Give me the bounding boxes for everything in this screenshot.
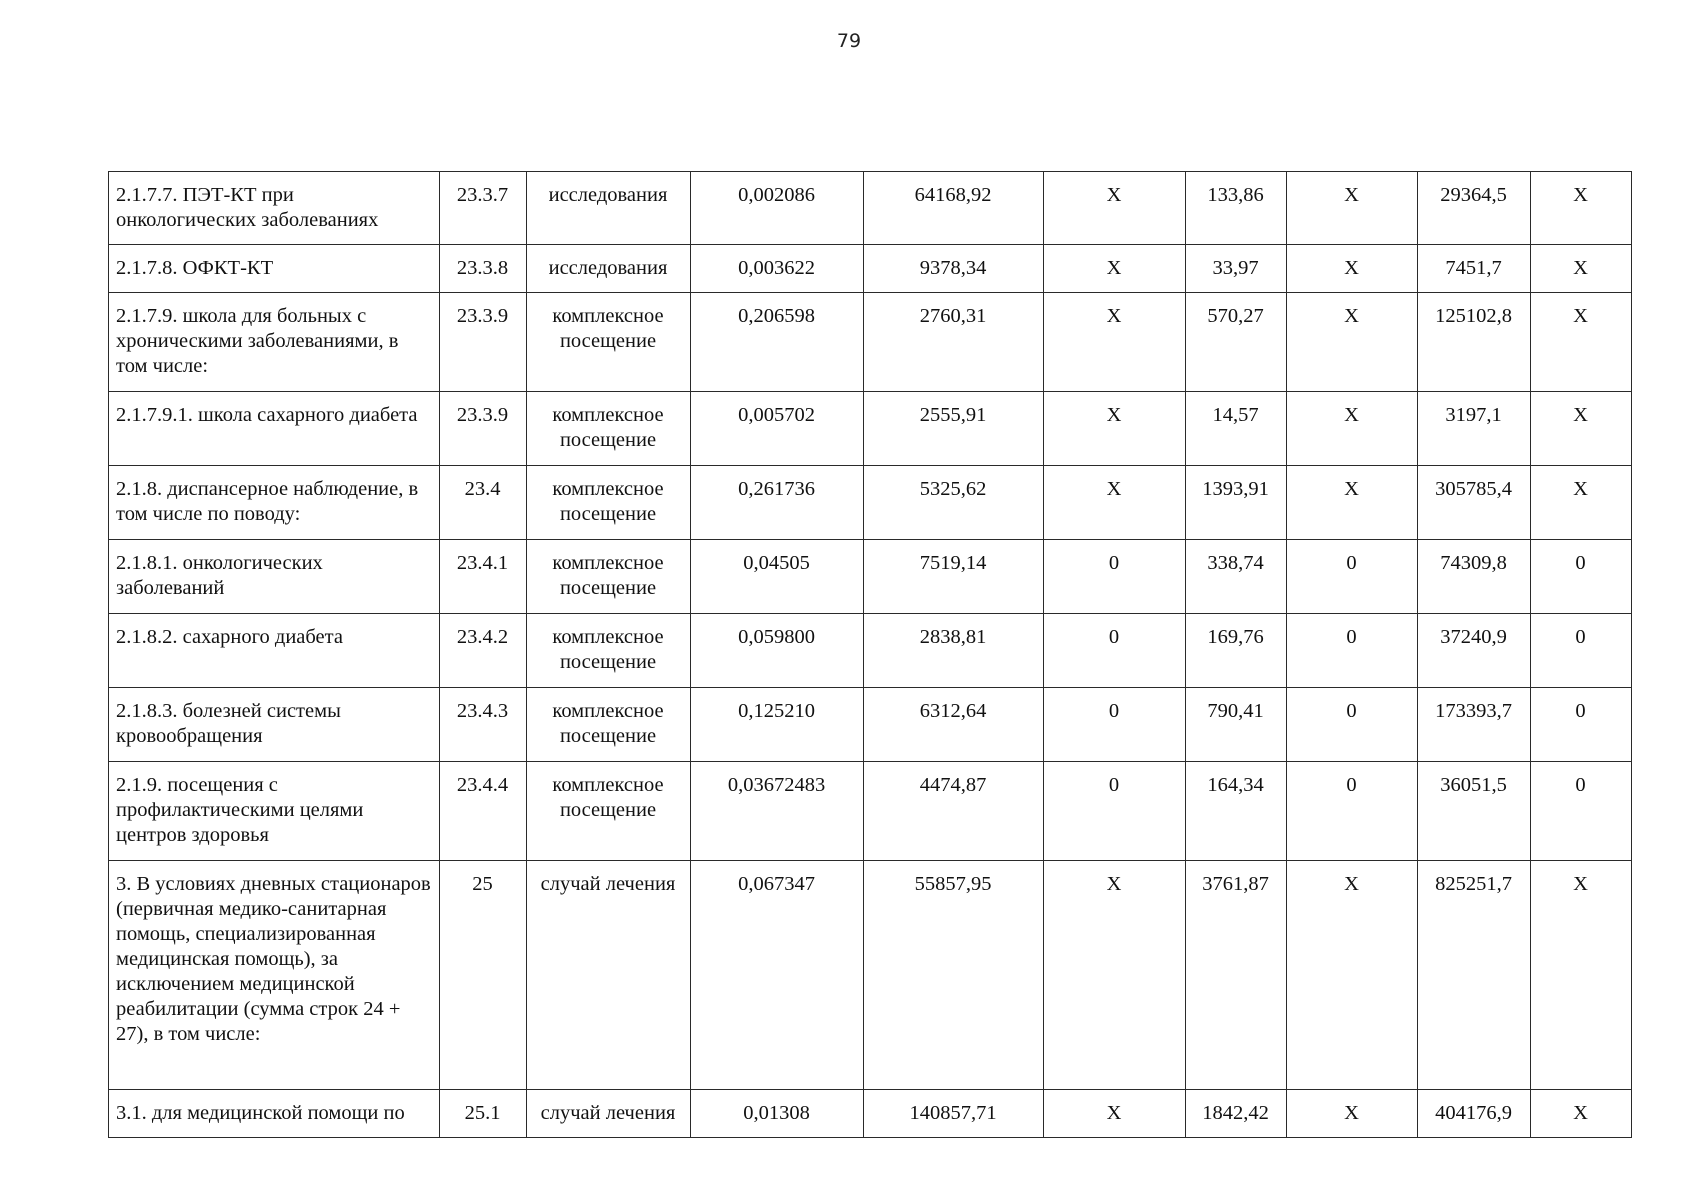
- unit-cell: комплексное посещение: [527, 762, 691, 861]
- norm-volume-cell: 0,01308: [691, 1090, 864, 1138]
- total-oms-cell: 74309,8: [1418, 540, 1531, 614]
- table-row: [109, 762, 1632, 861]
- total-oms-cell: 305785,4: [1418, 466, 1531, 540]
- per-capita-oms-cell: 14,57: [1186, 392, 1287, 466]
- table-row: [109, 466, 1632, 540]
- per-capita-oms-cell: 1842,42: [1186, 1090, 1287, 1138]
- unit-cell: исследования: [527, 245, 691, 293]
- total-oms-cell: 3197,1: [1418, 392, 1531, 466]
- row-number-cell: 23.4.4: [440, 762, 527, 861]
- norm-cost-cell: 5325,62: [864, 466, 1044, 540]
- total-budget-cell: 0: [1287, 540, 1418, 614]
- per-capita-oms-cell: 33,97: [1186, 245, 1287, 293]
- norm-volume-cell: 0,067347: [691, 861, 864, 1090]
- norm-volume-cell: 0,03672483: [691, 762, 864, 861]
- row-number-cell: 23.4.1: [440, 540, 527, 614]
- norm-volume-cell: 0,005702: [691, 392, 864, 466]
- share-cell: Х: [1531, 392, 1632, 466]
- norm-cost-cell: 4474,87: [864, 762, 1044, 861]
- per-capita-oms-cell: 169,76: [1186, 614, 1287, 688]
- indicator-name-cell: 2.1.7.9.1. школа сахарного диабета: [109, 392, 440, 466]
- indicator-name-cell: 2.1.8.3. болезней системы кровообращения: [109, 688, 440, 762]
- total-oms-cell: 29364,5: [1418, 172, 1531, 245]
- share-cell: 0: [1531, 614, 1632, 688]
- unit-cell: комплексное посещение: [527, 293, 691, 392]
- norm-cost-cell: 2838,81: [864, 614, 1044, 688]
- share-cell: 0: [1531, 688, 1632, 762]
- total-budget-cell: Х: [1287, 245, 1418, 293]
- per-capita-oms-cell: 790,41: [1186, 688, 1287, 762]
- table-row: [109, 688, 1632, 762]
- norm-volume-cell: 0,059800: [691, 614, 864, 688]
- total-budget-cell: Х: [1287, 392, 1418, 466]
- total-budget-cell: 0: [1287, 614, 1418, 688]
- table-row: [109, 861, 1632, 1090]
- indicator-name-cell: 2.1.7.7. ПЭТ-КТ при онкологических заболеваниях: [109, 172, 440, 245]
- unit-cell: комплексное посещение: [527, 614, 691, 688]
- per-capita-budget-cell: Х: [1044, 1090, 1186, 1138]
- unit-cell: случай лечения: [527, 861, 691, 1090]
- share-cell: Х: [1531, 466, 1632, 540]
- indicator-name-cell: 2.1.9. посещения с профилактическими целями центров здоровья: [109, 762, 440, 861]
- unit-cell: комплексное посещение: [527, 466, 691, 540]
- per-capita-budget-cell: Х: [1044, 172, 1186, 245]
- indicator-name-cell: 2.1.8. диспансерное наблюдение, в том числе по поводу:: [109, 466, 440, 540]
- row-number-cell: 23.3.8: [440, 245, 527, 293]
- norm-volume-cell: 0,04505: [691, 540, 864, 614]
- per-capita-oms-cell: 133,86: [1186, 172, 1287, 245]
- row-number-cell: 23.4: [440, 466, 527, 540]
- per-capita-oms-cell: 164,34: [1186, 762, 1287, 861]
- per-capita-budget-cell: 0: [1044, 614, 1186, 688]
- share-cell: 0: [1531, 540, 1632, 614]
- row-number-cell: 25: [440, 861, 527, 1090]
- total-oms-cell: 125102,8: [1418, 293, 1531, 392]
- norm-cost-cell: 6312,64: [864, 688, 1044, 762]
- indicator-name-cell: 2.1.8.1. онкологических заболеваний: [109, 540, 440, 614]
- row-number-cell: 23.3.9: [440, 392, 527, 466]
- unit-cell: комплексное посещение: [527, 540, 691, 614]
- row-number-cell: 23.4.2: [440, 614, 527, 688]
- norm-cost-cell: 9378,34: [864, 245, 1044, 293]
- per-capita-budget-cell: Х: [1044, 293, 1186, 392]
- total-oms-cell: 7451,7: [1418, 245, 1531, 293]
- table-row: [109, 540, 1632, 614]
- table-row: [109, 614, 1632, 688]
- norm-cost-cell: 55857,95: [864, 861, 1044, 1090]
- total-oms-cell: 173393,7: [1418, 688, 1531, 762]
- share-cell: Х: [1531, 172, 1632, 245]
- norm-volume-cell: 0,003622: [691, 245, 864, 293]
- indicator-name-cell: 3. В условиях дневных стационаров (первичная медико-санитарная помощь, специализированная медицинская помощь), за исключением медицинской реабилитации (сумма строк 24 + 27), в том числе:: [109, 861, 440, 1090]
- total-budget-cell: Х: [1287, 861, 1418, 1090]
- total-oms-cell: 825251,7: [1418, 861, 1531, 1090]
- total-oms-cell: 36051,5: [1418, 762, 1531, 861]
- table-body: [109, 172, 1632, 1138]
- per-capita-budget-cell: Х: [1044, 245, 1186, 293]
- norm-volume-cell: 0,125210: [691, 688, 864, 762]
- total-budget-cell: Х: [1287, 1090, 1418, 1138]
- per-capita-oms-cell: 3761,87: [1186, 861, 1287, 1090]
- per-capita-budget-cell: 0: [1044, 688, 1186, 762]
- per-capita-budget-cell: 0: [1044, 762, 1186, 861]
- unit-cell: комплексное посещение: [527, 688, 691, 762]
- total-budget-cell: 0: [1287, 762, 1418, 861]
- total-budget-cell: 0: [1287, 688, 1418, 762]
- unit-cell: комплексное посещение: [527, 392, 691, 466]
- share-cell: Х: [1531, 861, 1632, 1090]
- total-oms-cell: 37240,9: [1418, 614, 1531, 688]
- table-row: [109, 293, 1632, 392]
- per-capita-budget-cell: Х: [1044, 466, 1186, 540]
- share-cell: 0: [1531, 762, 1632, 861]
- page-number: 79: [836, 30, 862, 52]
- norm-cost-cell: 7519,14: [864, 540, 1044, 614]
- norm-cost-cell: 64168,92: [864, 172, 1044, 245]
- unit-cell: исследования: [527, 172, 691, 245]
- indicator-name-cell: 2.1.7.9. школа для больных с хроническими заболеваниями, в том числе:: [109, 293, 440, 392]
- total-budget-cell: Х: [1287, 293, 1418, 392]
- unit-cell: случай лечения: [527, 1090, 691, 1138]
- indicator-name-cell: 2.1.8.2. сахарного диабета: [109, 614, 440, 688]
- per-capita-oms-cell: 338,74: [1186, 540, 1287, 614]
- row-number-cell: 23.3.9: [440, 293, 527, 392]
- per-capita-budget-cell: Х: [1044, 392, 1186, 466]
- total-oms-cell: 404176,9: [1418, 1090, 1531, 1138]
- table-row: [109, 1090, 1632, 1138]
- per-capita-oms-cell: 570,27: [1186, 293, 1287, 392]
- share-cell: Х: [1531, 245, 1632, 293]
- norm-cost-cell: 2555,91: [864, 392, 1044, 466]
- indicator-name-cell: 2.1.7.8. ОФКТ-КТ: [109, 245, 440, 293]
- indicator-name-cell: 3.1. для медицинской помощи по: [109, 1090, 440, 1138]
- row-number-cell: 23.3.7: [440, 172, 527, 245]
- norm-cost-cell: 140857,71: [864, 1090, 1044, 1138]
- total-budget-cell: Х: [1287, 172, 1418, 245]
- norm-volume-cell: 0,206598: [691, 293, 864, 392]
- table-row: [109, 172, 1632, 245]
- table-row: [109, 245, 1632, 293]
- norm-cost-cell: 2760,31: [864, 293, 1044, 392]
- total-budget-cell: Х: [1287, 466, 1418, 540]
- share-cell: Х: [1531, 293, 1632, 392]
- per-capita-budget-cell: Х: [1044, 861, 1186, 1090]
- norm-volume-cell: 0,261736: [691, 466, 864, 540]
- norm-volume-cell: 0,002086: [691, 172, 864, 245]
- row-number-cell: 23.4.3: [440, 688, 527, 762]
- per-capita-oms-cell: 1393,91: [1186, 466, 1287, 540]
- per-capita-budget-cell: 0: [1044, 540, 1186, 614]
- table-row: [109, 392, 1632, 466]
- data-table: [108, 171, 1632, 1138]
- share-cell: Х: [1531, 1090, 1632, 1138]
- row-number-cell: 25.1: [440, 1090, 527, 1138]
